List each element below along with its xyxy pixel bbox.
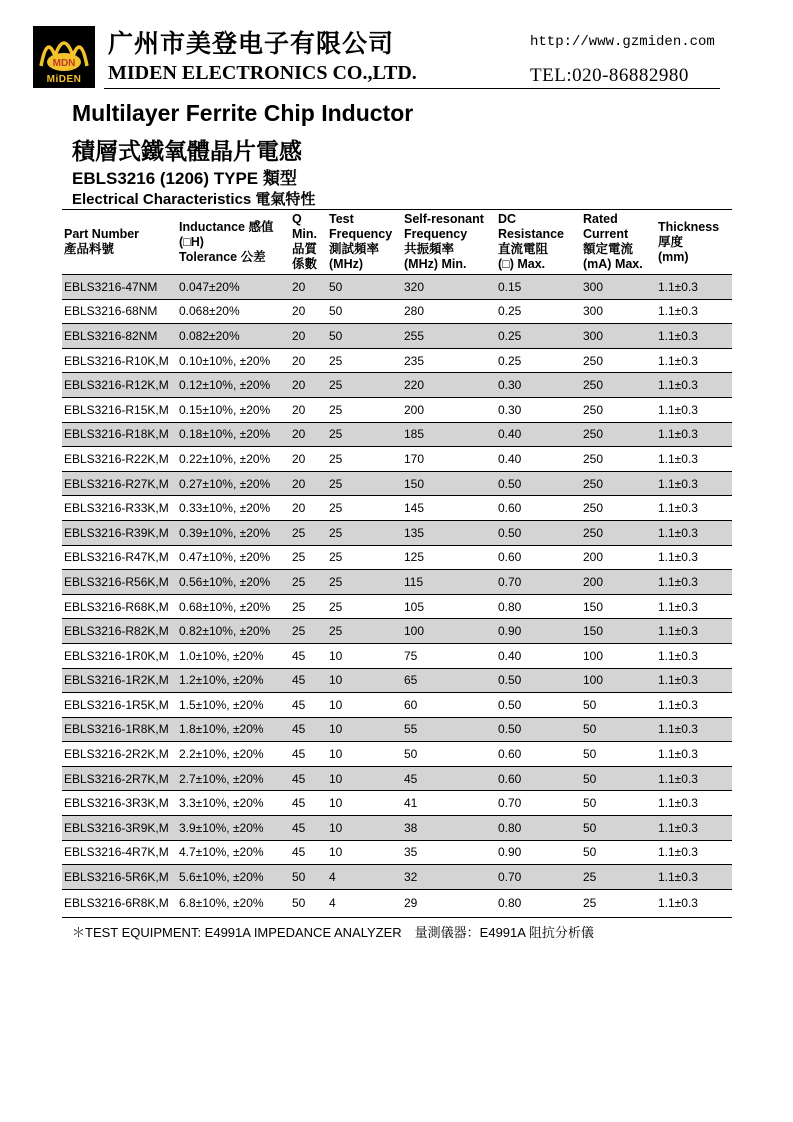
header-line: (□H) [179,234,204,249]
cell-q-min: 20 [290,373,327,398]
cell-dc-resistance: 0.40 [496,447,581,472]
logo-text: MiDEN [46,74,82,85]
header-line: 厚度 [658,234,684,249]
cell-srf: 100 [402,619,496,644]
cell-inductance: 0.15±10%, ±20% [177,397,290,422]
cell-q-min: 25 [290,520,327,545]
cell-thickness: 1.1±0.3 [656,816,732,841]
company-url[interactable]: http://www.gzmiden.com [530,34,715,50]
cell-test-frequency: 25 [327,545,402,570]
cell-dc-resistance: 0.25 [496,299,581,324]
company-name-en: MIDEN ELECTRONICS CO.,LTD. [108,62,417,84]
table-header-row [62,210,732,275]
cell-srf: 170 [402,447,496,472]
col-header-part-number [62,210,177,275]
cell-thickness: 1.1±0.3 [656,520,732,545]
cell-q-min: 45 [290,668,327,693]
cell-rated-current: 250 [581,471,656,496]
cell-test-frequency: 10 [327,742,402,767]
table-row [62,889,732,917]
cell-inductance: 0.047±20% [177,275,290,300]
table-row [62,693,732,718]
cell-srf: 55 [402,717,496,742]
cell-q-min: 20 [290,422,327,447]
cell-dc-resistance: 0.90 [496,840,581,865]
cell-part-number: EBLS3216-2R2K,M [62,742,177,767]
cell-thickness: 1.1±0.3 [656,299,732,324]
cell-q-min: 20 [290,348,327,373]
cell-q-min: 45 [290,742,327,767]
header-line: Thickness [658,219,720,234]
cell-rated-current: 50 [581,693,656,718]
table-row [62,422,732,447]
header-line: Rated [583,212,618,226]
col-header-srf [402,210,496,275]
cell-dc-resistance: 0.50 [496,668,581,693]
cell-srf: 41 [402,791,496,816]
cell-inductance: 1.5±10%, ±20% [177,693,290,718]
cell-dc-resistance: 0.25 [496,324,581,349]
cell-thickness: 1.1±0.3 [656,275,732,300]
cell-test-frequency: 50 [327,299,402,324]
cell-thickness: 1.1±0.3 [656,447,732,472]
header-line: Part Number [64,227,140,241]
cell-rated-current: 200 [581,545,656,570]
cell-inductance: 1.8±10%, ±20% [177,717,290,742]
cell-rated-current: 50 [581,816,656,841]
cell-rated-current: 250 [581,496,656,521]
cell-inductance: 0.39±10%, ±20% [177,520,290,545]
cell-inductance: 0.56±10%, ±20% [177,570,290,595]
cell-srf: 235 [402,348,496,373]
col-header-dc-resistance [496,210,581,275]
cell-srf: 145 [402,496,496,521]
cell-dc-resistance: 0.60 [496,545,581,570]
cell-part-number: EBLS3216-1R8K,M [62,717,177,742]
table-row [62,791,732,816]
table-row [62,496,732,521]
cell-inductance: 6.8±10%, ±20% [177,889,290,917]
cell-part-number: EBLS3216-1R2K,M [62,668,177,693]
header-line: DC [498,212,517,226]
cell-inductance: 0.12±10%, ±20% [177,373,290,398]
cell-test-frequency: 25 [327,594,402,619]
cell-part-number: EBLS3216-R10K,M [62,348,177,373]
header-line: 直流電阻 [498,242,549,256]
header-line: 係數 [292,257,318,271]
cell-part-number: EBLS3216-1R0K,M [62,643,177,668]
cell-rated-current: 50 [581,791,656,816]
cell-test-frequency: 10 [327,766,402,791]
cell-part-number: EBLS3216-82NM [62,324,177,349]
header-line: Self-resonant [404,212,484,226]
cell-inductance: 0.082±20% [177,324,290,349]
header-line: Frequency [404,227,468,241]
cell-dc-resistance: 0.60 [496,766,581,791]
cell-part-number: EBLS3216-R12K,M [62,373,177,398]
cell-test-frequency: 25 [327,373,402,398]
cell-thickness: 1.1±0.3 [656,324,732,349]
cell-inductance: 2.7±10%, ±20% [177,766,290,791]
cell-q-min: 20 [290,447,327,472]
cell-test-frequency: 10 [327,717,402,742]
section-label: Electrical Characteristics 電氣特性 [72,191,316,208]
header-line: (mm) [658,249,689,264]
cell-q-min: 20 [290,471,327,496]
cell-test-frequency: 4 [327,889,402,917]
logo-small-text: MDN [52,58,76,69]
cell-part-number: EBLS3216-R18K,M [62,422,177,447]
cell-part-number: EBLS3216-47NM [62,275,177,300]
cell-srf: 135 [402,520,496,545]
cell-rated-current: 100 [581,668,656,693]
cell-part-number: EBLS3216-R15K,M [62,397,177,422]
cell-srf: 255 [402,324,496,349]
header-line: Resistance [498,227,565,241]
cell-inductance: 0.10±10%, ±20% [177,348,290,373]
table-row [62,373,732,398]
cell-q-min: 25 [290,570,327,595]
table-row [62,299,732,324]
cell-dc-resistance: 0.40 [496,643,581,668]
cell-inductance: 0.47±10%, ±20% [177,545,290,570]
cell-test-frequency: 10 [327,693,402,718]
cell-part-number: EBLS3216-4R7K,M [62,840,177,865]
cell-srf: 45 [402,766,496,791]
cell-srf: 125 [402,545,496,570]
cell-thickness: 1.1±0.3 [656,397,732,422]
cell-inductance: 1.0±10%, ±20% [177,643,290,668]
table-row [62,545,732,570]
cell-rated-current: 250 [581,520,656,545]
header-line: 產品料號 [64,242,115,256]
cell-test-frequency: 10 [327,643,402,668]
cell-rated-current: 100 [581,643,656,668]
header-line: (MHz) [329,257,364,271]
cell-thickness: 1.1±0.3 [656,643,732,668]
cell-thickness: 1.1±0.3 [656,594,732,619]
table-row [62,594,732,619]
table-row [62,471,732,496]
cell-rated-current: 300 [581,324,656,349]
footnote: ＊TEST EQUIPMENT: E4991A IMPEDANCE ANALYZER 量測儀器：E4991A 阻抗分析儀 [72,925,594,940]
header-line: (mA) Max. [583,257,643,271]
header-line: 品質 [292,242,318,256]
cell-dc-resistance: 0.50 [496,717,581,742]
cell-q-min: 45 [290,693,327,718]
cell-part-number: EBLS3216-68NM [62,299,177,324]
header-line: Tolerance 公差 [179,249,266,264]
cell-dc-resistance: 0.50 [496,520,581,545]
cell-q-min: 20 [290,496,327,521]
cell-thickness: 1.1±0.3 [656,693,732,718]
cell-rated-current: 200 [581,570,656,595]
cell-q-min: 45 [290,791,327,816]
header-line: Frequency [329,227,393,241]
cell-q-min: 45 [290,766,327,791]
cell-dc-resistance: 0.80 [496,594,581,619]
cell-dc-resistance: 0.70 [496,865,581,890]
cell-test-frequency: 25 [327,348,402,373]
cell-srf: 115 [402,570,496,595]
cell-srf: 38 [402,816,496,841]
cell-test-frequency: 25 [327,570,402,595]
cell-inductance: 0.27±10%, ±20% [177,471,290,496]
cell-thickness: 1.1±0.3 [656,791,732,816]
table-row [62,619,732,644]
col-header-inductance [177,210,290,275]
table-row [62,816,732,841]
cell-test-frequency: 50 [327,324,402,349]
cell-test-frequency: 10 [327,816,402,841]
cell-srf: 65 [402,668,496,693]
cell-thickness: 1.1±0.3 [656,471,732,496]
cell-srf: 200 [402,397,496,422]
cell-rated-current: 50 [581,766,656,791]
cell-q-min: 50 [290,889,327,917]
cell-part-number: EBLS3216-3R9K,M [62,816,177,841]
cell-q-min: 20 [290,324,327,349]
cell-srf: 75 [402,643,496,668]
cell-rated-current: 300 [581,299,656,324]
cell-srf: 105 [402,594,496,619]
cell-dc-resistance: 0.30 [496,373,581,398]
cell-dc-resistance: 0.60 [496,496,581,521]
header-divider [104,88,720,89]
cell-inductance: 2.2±10%, ±20% [177,742,290,767]
cell-rated-current: 50 [581,742,656,767]
cell-rated-current: 250 [581,422,656,447]
cell-test-frequency: 25 [327,471,402,496]
col-header-test-frequency [327,210,402,275]
cell-q-min: 45 [290,840,327,865]
header-line: (□) Max. [498,257,546,271]
cell-test-frequency: 4 [327,865,402,890]
cell-srf: 280 [402,299,496,324]
cell-rated-current: 250 [581,373,656,398]
cell-inductance: 4.7±10%, ±20% [177,840,290,865]
cell-part-number: EBLS3216-R56K,M [62,570,177,595]
cell-part-number: EBLS3216-R39K,M [62,520,177,545]
cell-dc-resistance: 0.70 [496,791,581,816]
cell-rated-current: 50 [581,840,656,865]
cell-inductance: 3.9±10%, ±20% [177,816,290,841]
table-row [62,717,732,742]
cell-inductance: 0.068±20% [177,299,290,324]
col-header-rated-current [581,210,656,275]
cell-test-frequency: 25 [327,422,402,447]
page-title-cn: 積層式鐵氧體晶片電感 [72,139,302,165]
cell-srf: 220 [402,373,496,398]
table-row [62,275,732,300]
cell-dc-resistance: 0.50 [496,471,581,496]
cell-part-number: EBLS3216-R68K,M [62,594,177,619]
cell-thickness: 1.1±0.3 [656,865,732,890]
table-row [62,570,732,595]
cell-dc-resistance: 0.50 [496,693,581,718]
cell-test-frequency: 10 [327,791,402,816]
table-row [62,840,732,865]
cell-inductance: 0.18±10%, ±20% [177,422,290,447]
cell-rated-current: 25 [581,865,656,890]
cell-dc-resistance: 0.30 [496,397,581,422]
type-label: EBLS3216 (1206) TYPE 類型 [72,169,297,188]
cell-rated-current: 300 [581,275,656,300]
cell-part-number: EBLS3216-2R7K,M [62,766,177,791]
header-line: Min. [292,227,317,241]
cell-test-frequency: 25 [327,496,402,521]
cell-thickness: 1.1±0.3 [656,742,732,767]
cell-srf: 60 [402,693,496,718]
cell-thickness: 1.1±0.3 [656,348,732,373]
cell-q-min: 45 [290,717,327,742]
cell-q-min: 25 [290,619,327,644]
cell-rated-current: 25 [581,889,656,917]
cell-inductance: 0.68±10%, ±20% [177,594,290,619]
cell-q-min: 50 [290,865,327,890]
cell-q-min: 20 [290,299,327,324]
cell-thickness: 1.1±0.3 [656,373,732,398]
cell-thickness: 1.1±0.3 [656,717,732,742]
cell-thickness: 1.1±0.3 [656,668,732,693]
cell-part-number: EBLS3216-1R5K,M [62,693,177,718]
cell-thickness: 1.1±0.3 [656,496,732,521]
cell-inductance: 5.6±10%, ±20% [177,865,290,890]
table-row [62,668,732,693]
cell-dc-resistance: 0.70 [496,570,581,595]
cell-thickness: 1.1±0.3 [656,422,732,447]
table-row [62,766,732,791]
cell-test-frequency: 25 [327,447,402,472]
cell-rated-current: 250 [581,348,656,373]
cell-test-frequency: 50 [327,275,402,300]
cell-q-min: 20 [290,275,327,300]
col-header-q [290,210,327,275]
cell-srf: 29 [402,889,496,917]
header-line: 測試頻率 [329,242,380,256]
cell-srf: 150 [402,471,496,496]
cell-srf: 320 [402,275,496,300]
cell-part-number: EBLS3216-R33K,M [62,496,177,521]
col-header-thickness [656,210,732,275]
cell-q-min: 20 [290,397,327,422]
cell-inductance: 3.3±10%, ±20% [177,791,290,816]
table-row [62,520,732,545]
cell-part-number: EBLS3216-R27K,M [62,471,177,496]
cell-q-min: 25 [290,545,327,570]
cell-dc-resistance: 0.90 [496,619,581,644]
cell-srf: 32 [402,865,496,890]
header-line: Current [583,227,629,241]
cell-q-min: 45 [290,643,327,668]
spec-table-body [62,275,732,918]
cell-inductance: 0.33±10%, ±20% [177,496,290,521]
cell-rated-current: 50 [581,717,656,742]
cell-dc-resistance: 0.80 [496,889,581,917]
cell-q-min: 45 [290,816,327,841]
cell-rated-current: 150 [581,619,656,644]
header-line: (MHz) Min. [404,257,467,271]
table-row [62,348,732,373]
cell-srf: 35 [402,840,496,865]
table-row [62,324,732,349]
table-row [62,742,732,767]
cell-thickness: 1.1±0.3 [656,545,732,570]
cell-inductance: 1.2±10%, ±20% [177,668,290,693]
header-line: Test [329,212,354,226]
cell-thickness: 1.1±0.3 [656,619,732,644]
cell-srf: 50 [402,742,496,767]
cell-q-min: 25 [290,594,327,619]
cell-part-number: EBLS3216-R47K,M [62,545,177,570]
table-row [62,865,732,890]
header-line: Inductance 感值 [179,219,274,234]
cell-part-number: EBLS3216-5R6K,M [62,865,177,890]
cell-rated-current: 150 [581,594,656,619]
page-title: Multilayer Ferrite Chip Inductor [72,100,414,126]
cell-thickness: 1.1±0.3 [656,570,732,595]
table-row [62,447,732,472]
cell-dc-resistance: 0.60 [496,742,581,767]
cell-inductance: 0.82±10%, ±20% [177,619,290,644]
cell-part-number: EBLS3216-R22K,M [62,447,177,472]
cell-rated-current: 250 [581,397,656,422]
cell-dc-resistance: 0.15 [496,275,581,300]
cell-inductance: 0.22±10%, ±20% [177,447,290,472]
cell-rated-current: 250 [581,447,656,472]
cell-srf: 185 [402,422,496,447]
cell-dc-resistance: 0.40 [496,422,581,447]
company-logo [33,26,95,88]
cell-part-number: EBLS3216-3R3K,M [62,791,177,816]
spec-table [62,209,732,918]
cell-thickness: 1.1±0.3 [656,840,732,865]
cell-thickness: 1.1±0.3 [656,889,732,917]
company-name-cn: 广州市美登电子有限公司 [108,29,395,58]
company-tel: TEL:020-86882980 [530,65,689,86]
header-line: Q [292,212,302,226]
header-line: 額定電流 [583,242,634,256]
cell-dc-resistance: 0.80 [496,816,581,841]
cell-part-number: EBLS3216-R82K,M [62,619,177,644]
header-line: 共振頻率 [404,242,455,256]
cell-test-frequency: 25 [327,397,402,422]
table-row [62,397,732,422]
table-row [62,643,732,668]
cell-dc-resistance: 0.25 [496,348,581,373]
cell-test-frequency: 25 [327,619,402,644]
cell-part-number: EBLS3216-6R8K,M [62,889,177,917]
cell-test-frequency: 10 [327,668,402,693]
cell-thickness: 1.1±0.3 [656,766,732,791]
cell-test-frequency: 25 [327,520,402,545]
cell-test-frequency: 10 [327,840,402,865]
